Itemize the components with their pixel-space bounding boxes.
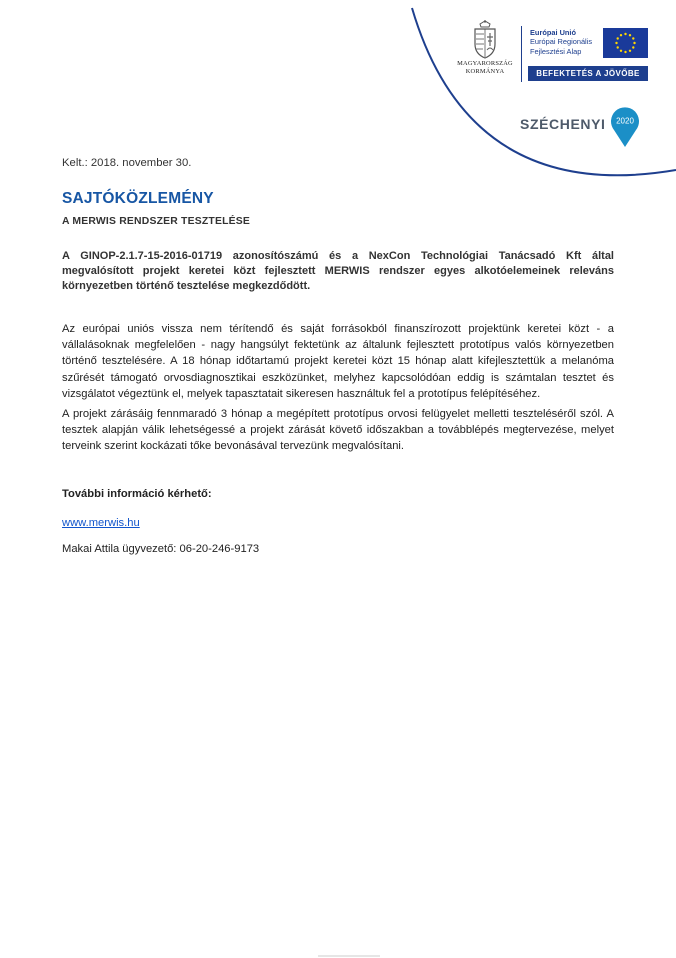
body-paragraph-1: Az európai uniós vissza nem térítendő és saját forrásokból finanszírozott projektünk keretei közt - a vállalásoknak megfelelően - nagy hangsúlyt fektetünk az általunk fejlesztett prototípus valós környezetben történő tesztelésére. A 18 hónap időtartamú projekt keretei közt 15 hónap alatt kifejlesztettük a melanóma szűrését támogató orvosdiagnosztikai eszközünket, melyhez kapcsolódóan eddig is számtalan tesztet és vizsgálatot végeztünk el, melyek tapasztatait sikeresen használtuk fel a prototípus felépítéséhez.	[62, 323, 614, 400]
website-link[interactable]: www.merwis.hu	[62, 517, 140, 529]
info-heading: További információ kérhető:	[62, 488, 212, 500]
eu-flag-icon	[603, 28, 648, 58]
szechenyi-wordmark: SZÉCHENYI	[520, 116, 606, 132]
eu-star	[615, 42, 617, 44]
page-title: SAJTÓKÖZLEMÉNY	[62, 190, 214, 207]
government-logo-text: MAGYARORSZÁG KORMÁNYA	[457, 60, 513, 75]
coat-of-arms-icon	[472, 20, 498, 60]
location-pin-icon	[609, 104, 641, 148]
hungarian-government-logo	[450, 20, 520, 86]
logo-divider	[521, 26, 522, 82]
eu-star	[617, 37, 619, 39]
contact-line: Makai Attila ügyvezető: 06-20-246-9173	[62, 543, 260, 555]
eu-star	[617, 46, 619, 48]
eu-star	[624, 33, 626, 35]
body-paragraph-2: A projekt zárásáig fennmaradó 3 hónap a megépített prototípus orvosi felügyelet melletti teszteléséről szól. A tesztek alapján válik lehetségessé a projekt zárását követő időszakban a továbblépés megtervezése, melyet terveink szerint kockázati tőke bevonásával tervezünk megvalósítani.	[62, 408, 614, 453]
szechenyi-year: 2020	[616, 116, 634, 126]
eu-star	[624, 51, 626, 53]
befektetes-banner: BEFEKTETÉS A JÖVŐBE	[528, 66, 648, 81]
document-date: Kelt.: 2018. november 30.	[62, 157, 192, 169]
eu-star	[620, 34, 622, 36]
eu-star	[632, 46, 634, 48]
eu-star	[633, 42, 635, 44]
page-subtitle: A MERWIS RENDSZER TESZTELÉSE	[62, 216, 251, 227]
eu-fund-label: Európai Unió Európai Regionális Fejlesztési Alap	[530, 28, 593, 56]
eu-star	[632, 37, 634, 39]
eu-star	[629, 34, 631, 36]
eu-star	[629, 50, 631, 52]
lead-paragraph: A GINOP-2.1.7-15-2016-01719 azonosítószámú és a NexCon Technológiai Tanácsadó Kft által megvalósított projekt keretei közt fejlesztett MERWIS rendszer egyes alkotóelemeinek releváns környezetben történő tesztelése megkezdődött.	[62, 250, 614, 293]
page-footer-mark	[318, 953, 380, 958]
eu-star	[620, 50, 622, 52]
